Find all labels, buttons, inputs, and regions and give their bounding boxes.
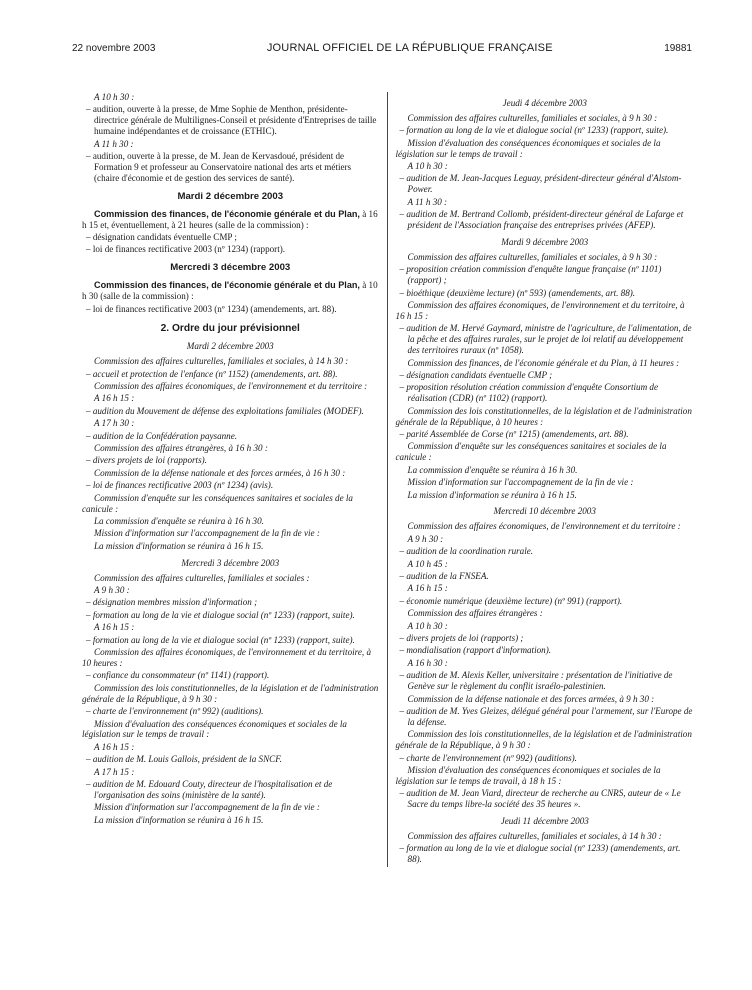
time-slot: A 16 h 15 : xyxy=(94,393,135,404)
agenda-item: – désignation candidats éventuelle CMP ; xyxy=(86,231,237,242)
agenda-item: – audition de la coordination rurale. xyxy=(399,546,534,557)
time-slot: A 17 h 30 : xyxy=(94,418,135,429)
day-heading: Mercredi 3 décembre 2003 xyxy=(170,262,291,274)
header-date: 22 novembre 2003 xyxy=(72,43,156,54)
body-paragraph: Commission d'enquête sur les conséquences sanitaires et sociales de la canicule : xyxy=(82,492,353,514)
agenda-item: – divers projets de loi (rapports). xyxy=(86,455,207,466)
agenda-item: – formation au long de la vie et dialogue social (nº 1233) (amendements, art. 88). xyxy=(399,843,681,865)
body-paragraph: La mission d'information se réunira à 16 h 15. xyxy=(94,540,264,551)
body-paragraph: Mission d'information sur l'accompagnement de la fin de vie : xyxy=(407,477,634,488)
body-paragraph: Mission d'information sur l'accompagnement de la fin de vie : xyxy=(94,528,320,539)
body-paragraph: Mission d'évaluation des conséquences économiques et sociales de la législation sur le temps de travail, à 18 h 15 : xyxy=(395,764,661,786)
agenda-item: – audition de la FNSEA. xyxy=(399,570,489,581)
agenda-item: – audition de la Confédération paysanne. xyxy=(86,430,238,441)
agenda-item: – audition de M. Jean Viard, directeur de recherche au CNRS, auteur de « Le Sacre du temps libre-la société des 35 heures ». xyxy=(399,788,681,810)
day-heading: Mercredi 3 décembre 2003 xyxy=(181,557,280,568)
agenda-item: – formation au long de la vie et dialogue social (nº 1233) (rapport, suite). xyxy=(86,609,355,620)
body-paragraph: Mission d'évaluation des conséquences économiques et sociales de la législation sur le temps de travail : xyxy=(395,137,661,159)
agenda-item: – audition de M. Bertrand Collomb, président-directeur général de Lafarge et président de l'Association française des entreprises privées (AFEP). xyxy=(399,209,684,231)
body-paragraph: Commission d'enquête sur les conséquences sanitaires et sociales de la canicule : xyxy=(395,441,667,463)
time-slot: A 10 h 45 : xyxy=(407,558,448,569)
body-paragraph: Commission des lois constitutionnelles, de la législation et de l'administration générale de la République, à 9 h 30 : xyxy=(82,682,379,704)
body-paragraph: Commission de la défense nationale et des forces armées, à 16 h 30 : xyxy=(94,467,346,478)
left-column xyxy=(82,92,387,867)
time-slot: A 9 h 30 : xyxy=(407,533,444,544)
agenda-item: – bioéthique (deuxième lecture) (nº 593) (amendements, art. 88). xyxy=(399,287,636,298)
agenda-item: – confiance du consommateur (nº 1141) (rapport). xyxy=(86,670,270,681)
agenda-item: – charte de l'environnement (nº 992) (auditions). xyxy=(399,752,577,763)
agenda-item: – accueil et protection de l'enfance (nº 1152) (amendements, art. 88). xyxy=(86,368,338,379)
agenda-item: – audition de M. Jean-Jacques Leguay, président-directeur général d'Alstom-Power. xyxy=(399,173,682,195)
time-slot: A 10 h 30 : xyxy=(407,161,448,172)
time-slot: A 11 h 30 : xyxy=(407,196,448,207)
committee-heading xyxy=(82,209,379,231)
body-paragraph: Commission des affaires économiques, de l'environnement et du territoire, à 10 heures : xyxy=(82,647,371,668)
day-heading: Mercredi 10 décembre 2003 xyxy=(493,506,596,517)
agenda-item: – parité Assemblée de Corse (nº 1215) (amendements, art. 88). xyxy=(399,428,629,439)
body-paragraph: Commission des affaires culturelles, familiales et sociales, à 9 h 30 : xyxy=(407,112,658,123)
body-paragraph: Commission des affaires économiques, de l'environnement et du territoire : xyxy=(407,521,681,532)
body-paragraph: Mission d'évaluation des conséquences économiques et sociales de la législation sur le temps de travail : xyxy=(82,718,347,740)
body-paragraph: Commission des affaires étrangères, à 16 h 30 : xyxy=(94,443,268,454)
page-header xyxy=(72,42,692,54)
agenda-item: – audition du Mouvement de défense des exploitations familiales (MODEF). xyxy=(86,405,364,416)
agenda-item: – audition, ouverte à la presse, de Mme Sophie de Menthon, présidente-directrice générale de Multilignes-Conseil et présidente d'Entreprises de taille humaine indépendantes et de croissance (ETHIC). xyxy=(86,104,377,137)
agenda-item: – mondialisation (rapport d'information). xyxy=(399,645,552,656)
body-paragraph: La mission d'information se réunira à 16 h 15. xyxy=(94,814,264,825)
agenda-item: – divers projets de loi (rapports) ; xyxy=(399,632,524,643)
committee-name: Commission des finances, de l'économie générale et du Plan, xyxy=(94,280,360,291)
body-paragraph: Commission des affaires étrangères : xyxy=(407,608,543,619)
agenda-item: – proposition création commission d'enquête langue française (nº 1101) (rapport) ; xyxy=(399,264,662,286)
time-slot: A 9 h 30 : xyxy=(94,585,130,596)
agenda-item: – audition de M. Alexis Keller, universitaire : présentation de l'initiative de Genève sur le règlement du conflit israélo-palestinien. xyxy=(399,670,673,692)
day-heading: Mardi 2 décembre 2003 xyxy=(186,341,274,352)
agenda-item: – économie numérique (deuxième lecture) (nº 991) (rapport). xyxy=(399,595,623,606)
day-heading: Jeudi 4 décembre 2003 xyxy=(502,98,587,108)
agenda-item: – audition de M. Edouard Couty, directeur de l'hospitalisation et de l'organisation des soins (ministère de la santé). xyxy=(86,779,333,800)
committee-name: Commission des finances, de l'économie générale et du Plan, xyxy=(94,208,360,219)
body-paragraph: Commission des affaires culturelles, familiales et sociales, à 9 h 30 : xyxy=(407,251,658,262)
agenda-item: – loi de finances rectificative 2003 (nº 1234) (avis). xyxy=(86,480,274,491)
day-heading: Mardi 9 décembre 2003 xyxy=(501,236,589,247)
body-paragraph: Commission des affaires économiques, de l'environnement et du territoire : xyxy=(94,381,368,392)
body-paragraph: Commission des lois constitutionnelles, de la législation et de l'administration générale de la République, à 10 heures : xyxy=(395,405,692,427)
agenda-item: – formation au long de la vie et dialogue social (nº 1233) (rapport, suite). xyxy=(86,634,355,645)
agenda-item: – audition de M. Yves Gleizes, délégué général pour l'armement, sur l'Europe de la défense. xyxy=(399,705,693,727)
body-paragraph: Mission d'information sur l'accompagnement de la fin de vie : xyxy=(94,802,320,813)
time-slot: A 10 h 30 : xyxy=(407,620,448,631)
agenda-item: – loi de finances rectificative 2003 (nº 1234) (amendements, art. 88). xyxy=(86,303,337,314)
committee-schedule: à 16 h 15 et, éventuellement, à 21 heures (salle de la commission) : xyxy=(82,208,378,230)
body-paragraph: Commission de la défense nationale et des forces armées, à 9 h 30 : xyxy=(407,693,655,704)
agenda-item: – audition, ouverte à la presse, de M. Jean de Kervasdoué, président de Formation 9 et professeur au Conservatoire national des arts et métiers (chaire d'économie et de gestion des services de santé). xyxy=(86,151,352,183)
time-slot: A 11 h 30 : xyxy=(94,138,134,149)
agenda-item: – charte de l'environnement (nº 992) (auditions). xyxy=(86,706,264,717)
agenda-item: – audition de M. Hervé Gaymard, ministre de l'agriculture, de l'alimentation, de la pêche et des affaires rurales, sur le projet de loi relatif au développement des territoires ruraux (nº 1058). xyxy=(399,323,692,356)
time-slot: A 16 h 15 : xyxy=(94,622,135,633)
day-heading: Jeudi 11 décembre 2003 xyxy=(500,816,589,827)
body-paragraph: Commission des lois constitutionnelles, de la législation et de l'administration générale de la République, à 9 h 30 : xyxy=(395,729,692,751)
body-paragraph: Commission des affaires économiques, de l'environnement et du territoire, à 16 h 15 : xyxy=(395,300,685,321)
agenda-item: – loi de finances rectificative 2003 (nº 1234) (rapport). xyxy=(86,244,286,255)
body-paragraph: Commission des finances, de l'économie générale et du Plan, à 11 heures : xyxy=(407,357,680,368)
time-slot: A 10 h 30 : xyxy=(94,92,135,102)
agenda-item: – proposition résolution création commission d'enquête Consortium de réalisation (CDR) (nº 1102) (rapport). xyxy=(399,382,659,404)
section-heading: 2. Ordre du jour prévisionnel xyxy=(160,323,300,335)
committee-heading xyxy=(82,280,379,302)
body-paragraph: La commission d'enquête se réunira à 16 h 30. xyxy=(94,516,264,526)
time-slot: A 16 h 30 : xyxy=(407,657,448,668)
agenda-item: – formation au long de la vie et dialogue social (nº 1233) (rapport, suite). xyxy=(399,125,669,136)
body-paragraph: La commission d'enquête se réunira à 16 h 30. xyxy=(407,464,578,475)
time-slot: A 17 h 15 : xyxy=(94,766,135,777)
body-paragraph: Commission des affaires culturelles, familiales et sociales, à 14 h 30 : xyxy=(407,830,662,841)
agenda-item: – désignation candidats éventuelle CMP ; xyxy=(399,369,553,380)
day-heading: Mardi 2 décembre 2003 xyxy=(177,190,284,202)
right-column xyxy=(387,92,694,867)
body-paragraph: La mission d'information se réunira à 16 h 15. xyxy=(407,489,577,500)
agenda-item: – audition de M. Louis Gallois, président de la SNCF. xyxy=(86,754,282,765)
agenda-item: – désignation membres mission d'information ; xyxy=(86,597,258,608)
time-slot: A 16 h 15 : xyxy=(407,583,448,594)
body-paragraph: Commission des affaires culturelles, familiales et sociales : xyxy=(94,572,310,583)
columns xyxy=(82,92,694,867)
body-paragraph: Commission des affaires culturelles, familiales et sociales, à 14 h 30 : xyxy=(94,356,349,367)
time-slot: A 16 h 15 : xyxy=(94,741,135,752)
header-page-number: 19881 xyxy=(664,43,692,54)
header-title: JOURNAL OFFICIEL DE LA RÉPUBLIQUE FRANÇAISE xyxy=(266,42,553,54)
committee-schedule: à 10 h 30 (salle de la commission) : xyxy=(82,280,378,302)
